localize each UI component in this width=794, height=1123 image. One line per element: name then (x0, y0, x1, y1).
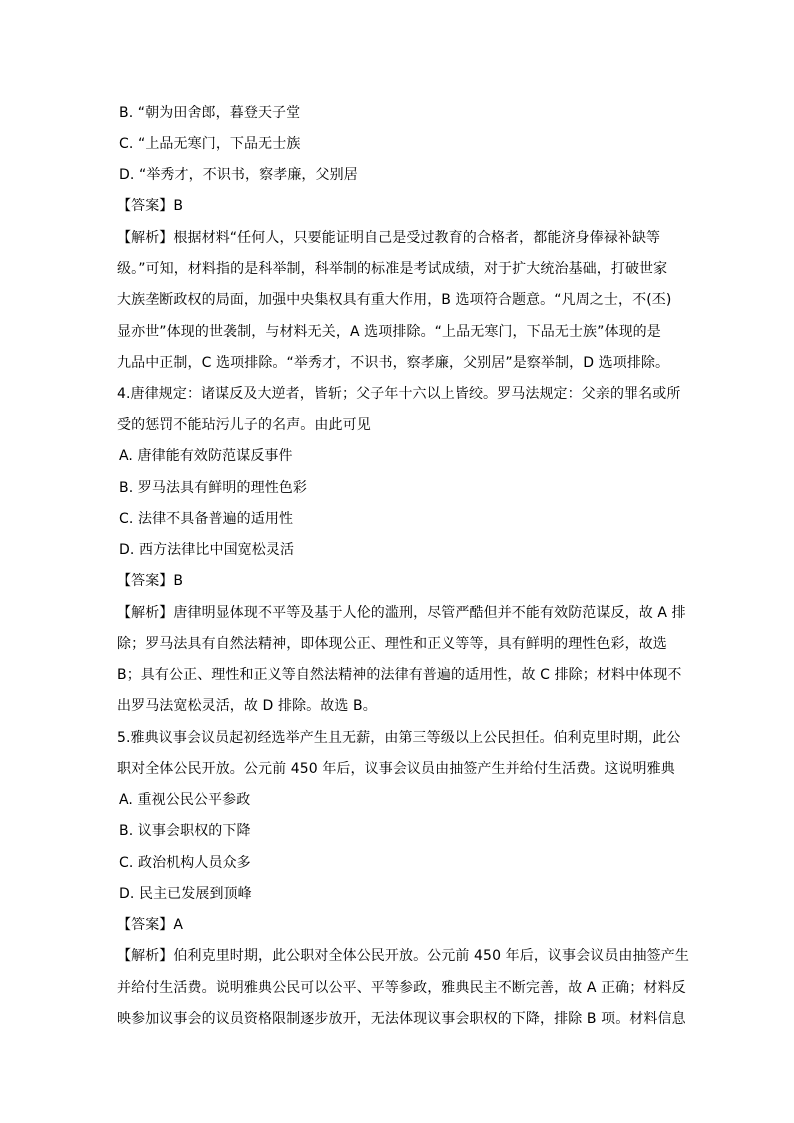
question-stem: 4.唐律规定：诸谋反及大逆者，皆斩；父子年十六以上皆绞。罗马法规定：父亲的罪名或所 (117, 386, 681, 402)
analysis-line: 大族垄断政权的局面，加强中央集权具有重大作用，B 选项符合题意。“凡周之士，不(丕) (117, 292, 672, 308)
question-stem: 5.雅典议事会议员起初经选举产生且无薪，由第三等级以上公民担任。伯利克里时期，此公 (117, 730, 681, 746)
option-b: B. 罗马法具有鲜明的理性色彩 (119, 480, 308, 496)
option-c: C. 政治机构人员众多 (119, 855, 251, 871)
analysis-line: 【解析】伯利克里时期，此公职对全体公民开放。公元前 450 年后，议事会议员由抽签产生 (117, 948, 689, 964)
analysis-line: 九品中正制，C 选项排除。“举秀才，不识书，察孝廉，父别居”是察举制，D 选项排除。 (117, 355, 670, 371)
analysis-line: 除；罗马法具有自然法精神，即体现公正、理性和正义等等，具有鲜明的理性色彩，故选 (117, 636, 667, 652)
answer: 【答案】A (117, 917, 184, 933)
analysis-line: 并给付生活费。说明雅典公民可以公平、平等参政，雅典民主不断完善，故 A 正确；材料反 (117, 980, 686, 996)
analysis-line: 出罗马法宽松灵活，故 D 排除。故选 B。 (117, 698, 377, 714)
analysis-line: 【解析】唐律明显体现不平等及基于人伦的滥刑，尽管严酷但并不能有效防范谋反，故 A 排 (117, 605, 686, 621)
option-d: D. 西方法律比中国宽松灵活 (119, 542, 295, 558)
question-stem: 受的惩罚不能玷污儿子的名声。由此可见 (117, 417, 371, 433)
option-d: D. “举秀才，不识书，察孝廉，父别居 (119, 167, 358, 183)
analysis-line: B；具有公正、理性和正义等自然法精神的法律有普遍的适用性，故 C 排除；材料中体现不 (117, 667, 682, 683)
analysis-line: 显亦世”体现的世袭制，与材料无关，A 选项排除。“上品无寒门，下品无士族”体现的是 (117, 324, 661, 340)
option-c: C. “上品无寒门，下品无士族 (119, 136, 301, 152)
answer: 【答案】B (117, 198, 184, 214)
analysis-line: 映参加议事会的议员资格限制逐步放开，无法体现议事会职权的下降，排除 B 项。材料信息 (117, 1011, 686, 1027)
question-stem: 职对全体公民开放。公元前 450 年后，议事会议员由抽签产生并给付生活费。这说明雅典 (117, 761, 675, 777)
option-d: D. 民主已发展到顶峰 (119, 886, 252, 902)
option-c: C. 法律不具备普遍的适用性 (119, 511, 294, 527)
answer: 【答案】B (117, 573, 184, 589)
option-b: B. “朝为田舍郎，暮登天子堂 (119, 105, 301, 121)
analysis-line: 【解析】根据材料“任何人，只要能证明自己是受过教育的合格者，都能济身俸禄补缺等 (117, 230, 661, 246)
option-a: A. 唐律能有效防范谋反事件 (119, 448, 293, 464)
option-a: A. 重视公民公平参政 (119, 792, 251, 808)
option-b: B. 议事会职权的下降 (119, 823, 251, 839)
analysis-line: 级。”可知，材料指的是科举制，科举制的标准是考试成绩，对于扩大统治基础，打破世家 (117, 261, 668, 277)
